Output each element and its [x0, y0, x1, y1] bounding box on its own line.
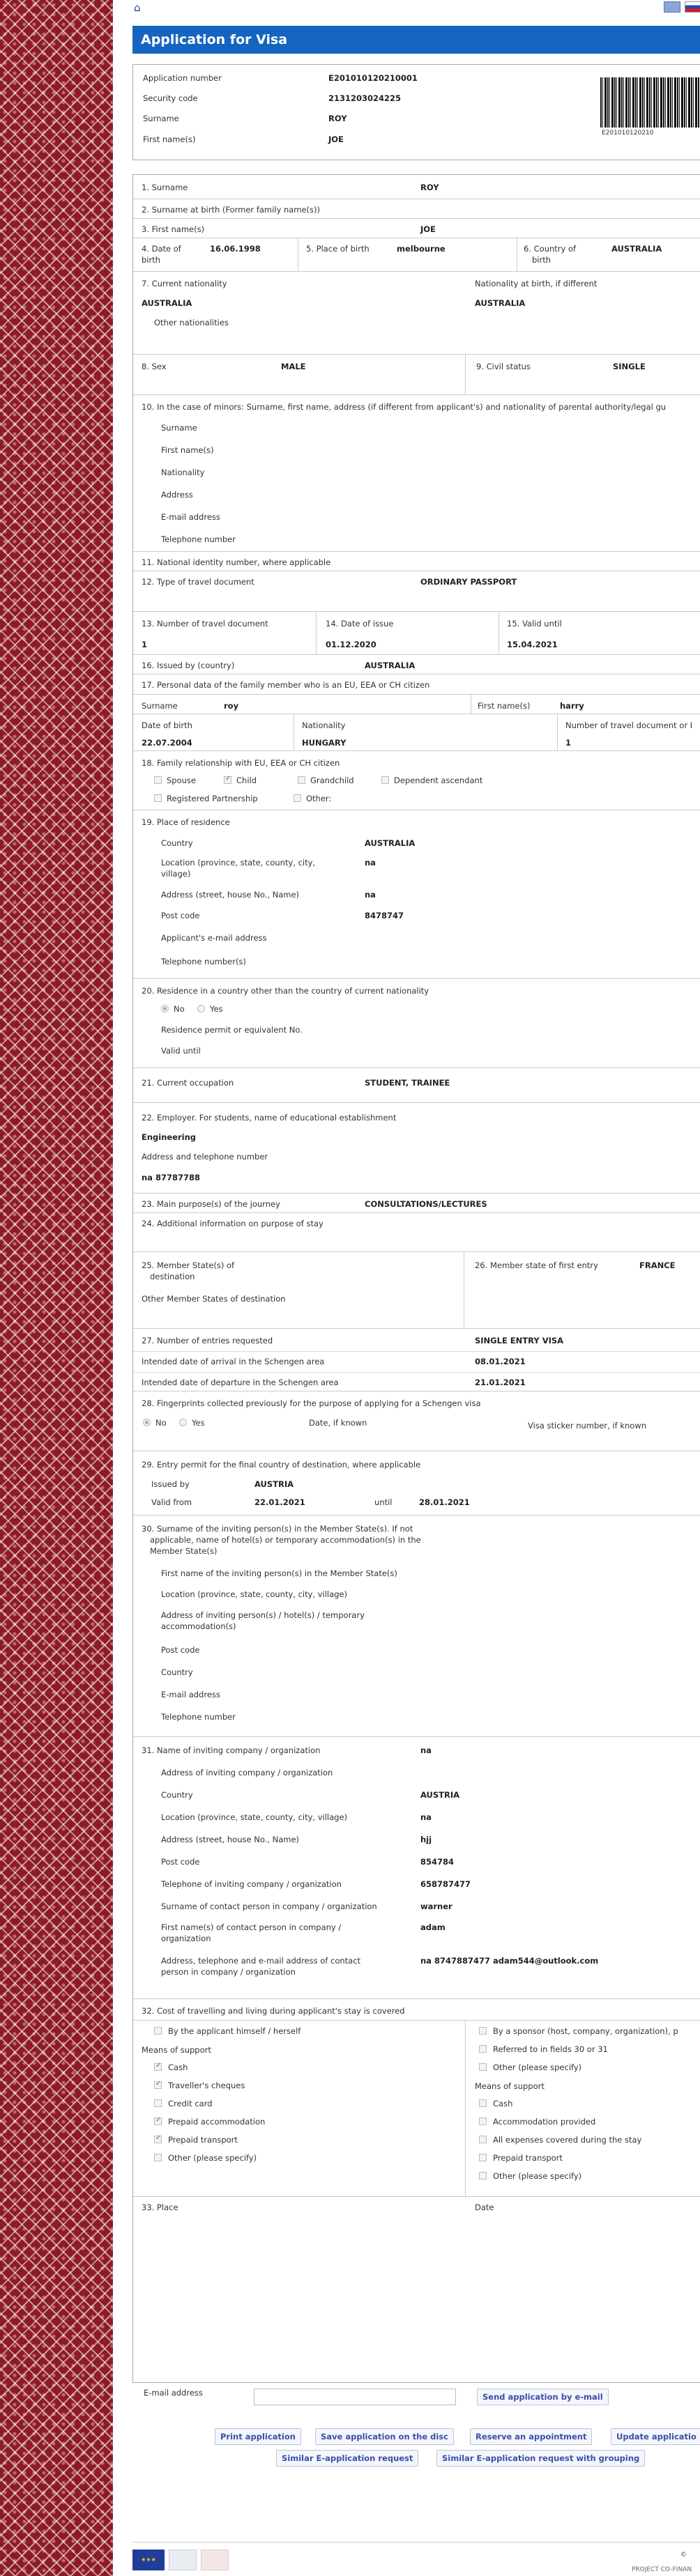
- field-21-label: 21. Current occupation: [142, 1078, 234, 1088]
- field-17-row: [133, 674, 700, 751]
- field-27-value: SINGLE ENTRY VISA: [475, 1336, 564, 1345]
- residence-country-value: AUSTRALIA: [365, 838, 416, 848]
- company-post-value: 854784: [420, 1857, 455, 1867]
- partner-logo: [169, 2550, 197, 2570]
- field-3-label: 3. First name(s): [142, 224, 205, 234]
- residence-address-label: Address (street, house No., Name): [161, 890, 300, 900]
- field-17-label: 17. Personal data of the family member who is an EU, EEA or CH citizen: [142, 680, 430, 690]
- fingerprints-yes-radio[interactable]: [179, 1419, 187, 1426]
- arrival-date-value: 08.01.2021: [475, 1357, 526, 1366]
- means-other-checkbox[interactable]: [154, 2154, 162, 2161]
- contact-surname-value: warner: [420, 1902, 452, 1911]
- page-title: Application for Visa: [132, 26, 700, 54]
- spouse-checkbox[interactable]: [154, 776, 162, 784]
- left-means-label: Means of support: [142, 2045, 211, 2055]
- permit-until-label: until: [374, 1497, 393, 1507]
- field-25-label-2: destination: [150, 1272, 195, 1281]
- permit-issued-label: Issued by: [151, 1479, 190, 1489]
- company-country-label: Country: [161, 1790, 193, 1800]
- field-23-row: [133, 1194, 700, 1213]
- company-phone-label: Telephone of inviting company / organization: [161, 1879, 342, 1889]
- field-33-date-label: Date: [475, 2203, 494, 2212]
- field-1-value: ROY: [420, 183, 439, 192]
- field-6-label-2: birth: [532, 255, 551, 265]
- application-form: [132, 174, 700, 2383]
- field-22-value: Engineering: [142, 1132, 197, 1142]
- field-33-row: [133, 2197, 700, 2216]
- sponsor-referred-label: Referred to in fields 30 or 31: [493, 2044, 608, 2054]
- summary-first-name-value: JOE: [328, 134, 344, 144]
- registered-partnership-label: Registered Partnership: [167, 794, 258, 803]
- sponsor-other-checkbox[interactable]: [479, 2063, 487, 2071]
- contact-address-label-2: person in company / organization: [161, 1967, 296, 1977]
- company-phone-value: 658787477: [420, 1879, 471, 1889]
- top-bar: [132, 0, 700, 15]
- field-9-value: SINGLE: [613, 362, 646, 371]
- field-25-label: 25. Member State(s) of: [142, 1260, 235, 1270]
- eu-first-name-label: First name(s): [478, 701, 531, 711]
- field-13-label: 13. Number of travel document: [142, 619, 268, 628]
- fingerprints-yes-label: Yes: [192, 1418, 205, 1428]
- minor-surname-label: Surname: [161, 423, 197, 433]
- home-icon[interactable]: ⌂: [134, 1, 141, 14]
- inviting-email-label: E-mail address: [161, 1690, 220, 1699]
- field-4-label: 4. Date of: [142, 244, 181, 254]
- field-30-label-2: applicable, name of hotel(s) or temporary accommodation(s) in the: [150, 1535, 421, 1545]
- field-7-row: [133, 272, 700, 355]
- application-number-label: Application number: [143, 73, 222, 83]
- eu-travel-doc-label: Number of travel document or I: [565, 720, 693, 730]
- residence-yes-label: Yes: [210, 1004, 223, 1014]
- child-checkbox[interactable]: [224, 776, 231, 784]
- nationality-at-birth-label: Nationality at birth, if different: [475, 279, 598, 288]
- applicant-email-label: Applicant's e-mail address: [161, 933, 267, 943]
- field-28-row: [133, 1391, 700, 1451]
- inviting-address-label-2: accommodation(s): [161, 1621, 236, 1631]
- field-1-row: [133, 175, 700, 199]
- summary-first-name-label: First name(s): [143, 134, 196, 144]
- minor-email-label: E-mail address: [161, 512, 220, 522]
- contact-first-name-label-2: organization: [161, 1934, 211, 1943]
- means-other-label: Other (please specify): [168, 2153, 257, 2163]
- sponsor-all-expenses-label: All expenses covered during the stay: [493, 2135, 642, 2145]
- field-4-value: 16.06.1998: [210, 244, 261, 254]
- field-24-row: [133, 1213, 700, 1252]
- save-on-disc-button[interactable]: Save application on the disc: [315, 2428, 454, 2445]
- field-23-label: 23. Main purpose(s) of the journey: [142, 1199, 280, 1209]
- means-accommodation-checkbox[interactable]: [154, 2118, 162, 2125]
- eu-dob-value: 22.07.2004: [142, 738, 192, 748]
- field-32-row: [133, 1999, 700, 2197]
- inviting-first-name-label: First name of the inviting person(s) in the Member State(s): [161, 1568, 397, 1578]
- means-transport-checkbox[interactable]: [154, 2136, 162, 2143]
- minor-nationality-label: Nationality: [161, 468, 205, 477]
- minor-first-name-label: First name(s): [161, 445, 214, 455]
- similar-request-grouping-button[interactable]: Similar E-application request with grouping: [436, 2450, 645, 2467]
- company-country-value: AUSTRIA: [420, 1790, 460, 1800]
- employer-address-label: Address and telephone number: [142, 1152, 268, 1162]
- means-transport-label: Prepaid transport: [168, 2135, 238, 2145]
- field-9-label: 9. Civil status: [476, 362, 531, 371]
- field-16-row: [133, 655, 700, 674]
- sponsor-means-other-checkbox[interactable]: [479, 2172, 487, 2180]
- fingerprints-no-radio[interactable]: [143, 1419, 151, 1426]
- means-cheques-label: Traveller's cheques: [168, 2081, 245, 2090]
- field-33-label: 33. Place: [142, 2203, 178, 2212]
- fields-25-26-row: [133, 1252, 700, 1329]
- eu-surname-label: Surname: [142, 701, 178, 711]
- field-29-row: [133, 1451, 700, 1515]
- reserve-appointment-button[interactable]: Reserve an appointment: [470, 2428, 592, 2445]
- right-means-label: Means of support: [475, 2081, 545, 2091]
- footer-copyright: ©: [680, 2552, 687, 2559]
- sponsor-accommodation-label: Accommodation provided: [493, 2117, 596, 2127]
- residence-no-label: No: [174, 1004, 185, 1014]
- grandchild-checkbox[interactable]: [298, 776, 305, 784]
- field-27-label: 27. Number of entries requested: [142, 1336, 273, 1345]
- spouse-label: Spouse: [167, 776, 196, 785]
- sponsor-other-label: Other (please specify): [493, 2062, 582, 2072]
- field-11-label: 11. National identity number, where applicable: [142, 557, 331, 567]
- cost-applicant-label: By the applicant himself / herself: [168, 2026, 301, 2036]
- field-31-row: [133, 1737, 700, 1999]
- other-member-states-label: Other Member States of destination: [142, 1294, 286, 1304]
- email-input[interactable]: [254, 2389, 456, 2405]
- fingerprints-no-label: No: [155, 1418, 167, 1428]
- residence-location-label-2: village): [161, 869, 191, 879]
- field-5-value: melbourne: [397, 244, 446, 254]
- field-30-row: [133, 1515, 700, 1737]
- residence-post-value: 8478747: [365, 911, 404, 920]
- field-20-row: [133, 979, 700, 1068]
- security-code-label: Security code: [143, 93, 198, 103]
- language-flag-icon[interactable]: [664, 1, 680, 13]
- permit-from-value: 22.01.2021: [254, 1497, 305, 1507]
- cost-sponsor-checkbox[interactable]: [479, 2027, 487, 2035]
- cost-applicant-checkbox[interactable]: [154, 2027, 162, 2035]
- field-13-value: 1: [142, 640, 148, 649]
- field-10-label: 10. In the case of minors: Surname, first name, address (if different from applicant's) and nationality of parental authority/legal gu: [142, 402, 667, 412]
- inviting-address-label: Address of inviting person(s) / hotel(s) / temporary: [161, 1610, 365, 1620]
- summary-surname-label: Surname: [143, 114, 179, 123]
- update-application-button[interactable]: Update applicatio: [611, 2428, 700, 2445]
- residence-yes-radio[interactable]: [197, 1005, 205, 1012]
- field-20-label: 20. Residence in a country other than the country of current nationality: [142, 986, 429, 996]
- residence-no-radio[interactable]: [161, 1005, 169, 1012]
- nationality-at-birth-value: AUSTRALIA: [475, 298, 526, 308]
- field-15-value: 15.04.2021: [507, 640, 558, 649]
- barcode-text: E201010120210: [602, 130, 654, 137]
- employer-address-value: na 87787788: [142, 1173, 200, 1182]
- means-credit-card-label: Credit card: [168, 2099, 213, 2108]
- means-cash-label: Cash: [168, 2062, 188, 2072]
- print-application-button[interactable]: Print application: [215, 2428, 301, 2445]
- barcode-image: [600, 77, 700, 128]
- field-10-row: [133, 395, 700, 552]
- field-31-label: 31. Name of inviting company / organization: [142, 1745, 321, 1755]
- eu-nationality-label: Nationality: [302, 720, 346, 730]
- sponsor-accommodation-checkbox[interactable]: [479, 2118, 487, 2125]
- grandchild-label: Grandchild: [310, 776, 354, 785]
- field-3-row: [133, 219, 700, 238]
- residence-permit-label: Residence permit or equivalent No.: [161, 1025, 303, 1035]
- field-12-label: 12. Type of travel document: [142, 577, 254, 587]
- inviting-phone-label: Telephone number: [161, 1712, 236, 1722]
- field-11-row: [133, 552, 700, 571]
- field-32-label: 32. Cost of travelling and living during applicant's stay is covered: [142, 2006, 405, 2016]
- field-21-value: STUDENT, TRAINEE: [365, 1078, 450, 1088]
- inviting-country-label: Country: [161, 1667, 193, 1677]
- decorative-ornament-border: [0, 0, 113, 2576]
- cost-sponsor-label: By a sponsor (host, company, organization), p: [493, 2026, 678, 2036]
- contact-address-label: Address, telephone and e-mail address of contact: [161, 1956, 361, 1966]
- means-cheques-checkbox[interactable]: [154, 2081, 162, 2089]
- other-nationalities-label: Other nationalities: [154, 318, 229, 327]
- company-street-label: Address (street, house No., Name): [161, 1835, 300, 1844]
- other-relationship-label: Other:: [306, 794, 332, 803]
- field-18-row: [133, 751, 700, 810]
- field-23-value: CONSULTATIONS/LECTURES: [365, 1199, 487, 1209]
- sponsor-all-expenses-checkbox[interactable]: [479, 2136, 487, 2143]
- main-content: [132, 0, 700, 2576]
- summary-box: [132, 64, 700, 160]
- sponsor-transport-label: Prepaid transport: [493, 2153, 563, 2163]
- minor-address-label: Address: [161, 490, 193, 500]
- field-14-label: 14. Date of issue: [326, 619, 394, 628]
- field-4-label-2: birth: [142, 255, 161, 265]
- field-28-label: 28. Fingerprints collected previously for the purpose of applying for a Schengen visa: [142, 1398, 481, 1408]
- field-3-value: JOE: [420, 224, 436, 234]
- fields-13-15-row: [133, 612, 700, 655]
- footer-logos: [132, 2547, 244, 2572]
- sponsor-cash-checkbox[interactable]: [479, 2099, 487, 2107]
- contact-address-value: na 8747887477 adam544@outlook.com: [420, 1956, 599, 1966]
- eu-travel-doc-value: 1: [565, 738, 572, 748]
- company-location-label: Location (province, state, county, city, village): [161, 1812, 348, 1822]
- field-5-label: 5. Place of birth: [306, 244, 370, 254]
- field-2-label: 2. Surname at birth (Former family name(s)): [142, 205, 321, 215]
- field-8-value: MALE: [281, 362, 306, 371]
- arrival-date-label: Intended date of arrival in the Schengen area: [142, 1357, 325, 1366]
- field-12-value: ORDINARY PASSPORT: [420, 577, 517, 587]
- field-7-label: 7. Current nationality: [142, 279, 227, 288]
- residence-address-value: na: [365, 890, 376, 900]
- field-26-value: FRANCE: [639, 1260, 676, 1270]
- contact-surname-label: Surname of contact person in company / organization: [161, 1902, 377, 1911]
- child-label: Child: [236, 776, 257, 785]
- field-6-value: AUSTRALIA: [611, 244, 662, 254]
- permit-until-value: 28.01.2021: [419, 1497, 470, 1507]
- visa-sticker-label: Visa sticker number, if known: [528, 1421, 647, 1430]
- departure-date-value: 21.01.2021: [475, 1378, 526, 1387]
- company-street-value: hjj: [420, 1835, 432, 1844]
- residence-post-label: Post code: [161, 911, 200, 920]
- eu-flag-icon: ★★★: [132, 2550, 165, 2570]
- eu-dob-label: Date of birth: [142, 720, 192, 730]
- field-1-label: 1. Surname: [142, 183, 188, 192]
- means-accommodation-label: Prepaid accommodation: [168, 2117, 266, 2127]
- field-16-value: AUSTRALIA: [365, 661, 416, 670]
- applicant-phone-label: Telephone number(s): [161, 957, 246, 966]
- field-24-label: 24. Additional information on purpose of stay: [142, 1219, 324, 1228]
- minor-phone-label: Telephone number: [161, 534, 236, 544]
- dependent-ascendant-label: Dependent ascendant: [394, 776, 483, 785]
- field-14-value: 01.12.2020: [326, 640, 376, 649]
- company-address-label: Address of inviting company / organization: [161, 1768, 333, 1777]
- field-12-row: [133, 571, 700, 612]
- field-31-value: na: [420, 1745, 432, 1755]
- partner-logo: [201, 2550, 229, 2570]
- footer-project-label: PROJECT CO-FINAN: [632, 2566, 692, 2573]
- field-18-label: 18. Family relationship with EU, EEA or CH citizen: [142, 758, 340, 768]
- other-relationship-checkbox[interactable]: [294, 794, 301, 802]
- field-30-label: 30. Surname of the inviting person(s) in the Member State(s). If not: [142, 1524, 413, 1534]
- field-27-row: [133, 1329, 700, 1391]
- residence-country-label: Country: [161, 838, 193, 848]
- residence-location-value: na: [365, 858, 376, 867]
- field-15-label: 15. Valid until: [507, 619, 562, 628]
- application-number-value: E201010120210001: [328, 73, 418, 83]
- field-29-label: 29. Entry permit for the final country of destination, where applicable: [142, 1460, 421, 1470]
- sponsor-cash-label: Cash: [493, 2099, 513, 2108]
- email-address-label: E-mail address: [144, 2388, 203, 2398]
- dependent-ascendant-checkbox[interactable]: [381, 776, 389, 784]
- inviting-location-label: Location (province, state, county, city, village): [161, 1589, 348, 1599]
- field-6-label: 6. Country of: [524, 244, 577, 254]
- similar-request-button[interactable]: Similar E-application request: [276, 2450, 418, 2467]
- permit-issued-value: AUSTRIA: [254, 1479, 294, 1489]
- inviting-post-label: Post code: [161, 1645, 200, 1655]
- field-2-row: [133, 199, 700, 219]
- sponsor-referred-checkbox[interactable]: [479, 2045, 487, 2053]
- permit-from-label: Valid from: [151, 1497, 192, 1507]
- field-8-label: 8. Sex: [142, 362, 167, 371]
- fingerprints-date-label: Date, if known: [309, 1418, 367, 1428]
- eu-surname-value: roy: [224, 701, 239, 711]
- field-22-row: [133, 1103, 700, 1194]
- eu-nationality-value: HUNGARY: [302, 738, 347, 748]
- field-21-row: [133, 1068, 700, 1103]
- sponsor-transport-checkbox[interactable]: [479, 2154, 487, 2161]
- field-30-label-3: Member State(s): [150, 1546, 218, 1556]
- summary-surname-value: ROY: [328, 114, 347, 123]
- field-26-label: 26. Member state of first entry: [475, 1260, 598, 1270]
- contact-first-name-value: adam: [420, 1922, 446, 1932]
- fields-8-9-row: [133, 355, 700, 395]
- language-flag-icon[interactable]: [685, 1, 700, 13]
- field-7-value: AUSTRALIA: [142, 298, 192, 308]
- eu-first-name-value: harry: [560, 701, 584, 711]
- field-16-label: 16. Issued by (country): [142, 661, 235, 670]
- departure-date-label: Intended date of departure in the Schengen area: [142, 1378, 339, 1387]
- company-post-label: Post code: [161, 1857, 200, 1867]
- means-credit-card-checkbox[interactable]: [154, 2099, 162, 2107]
- residence-location-label: Location (province, state, county, city,: [161, 858, 316, 867]
- fields-4-6-row: [133, 238, 700, 272]
- company-location-value: na: [420, 1812, 432, 1822]
- means-cash-checkbox[interactable]: [154, 2063, 162, 2071]
- send-email-button[interactable]: Send application by e-mail: [477, 2389, 609, 2405]
- sponsor-means-other-label: Other (please specify): [493, 2171, 582, 2181]
- residence-valid-label: Valid until: [161, 1046, 201, 1056]
- security-code-value: 2131203024225: [328, 93, 402, 103]
- field-22-label: 22. Employer. For students, name of educational establishment: [142, 1113, 397, 1123]
- field-19-row: [133, 810, 700, 979]
- registered-partnership-checkbox[interactable]: [154, 794, 162, 802]
- field-19-label: 19. Place of residence: [142, 817, 230, 827]
- contact-first-name-label: First name(s) of contact person in company /: [161, 1922, 342, 1932]
